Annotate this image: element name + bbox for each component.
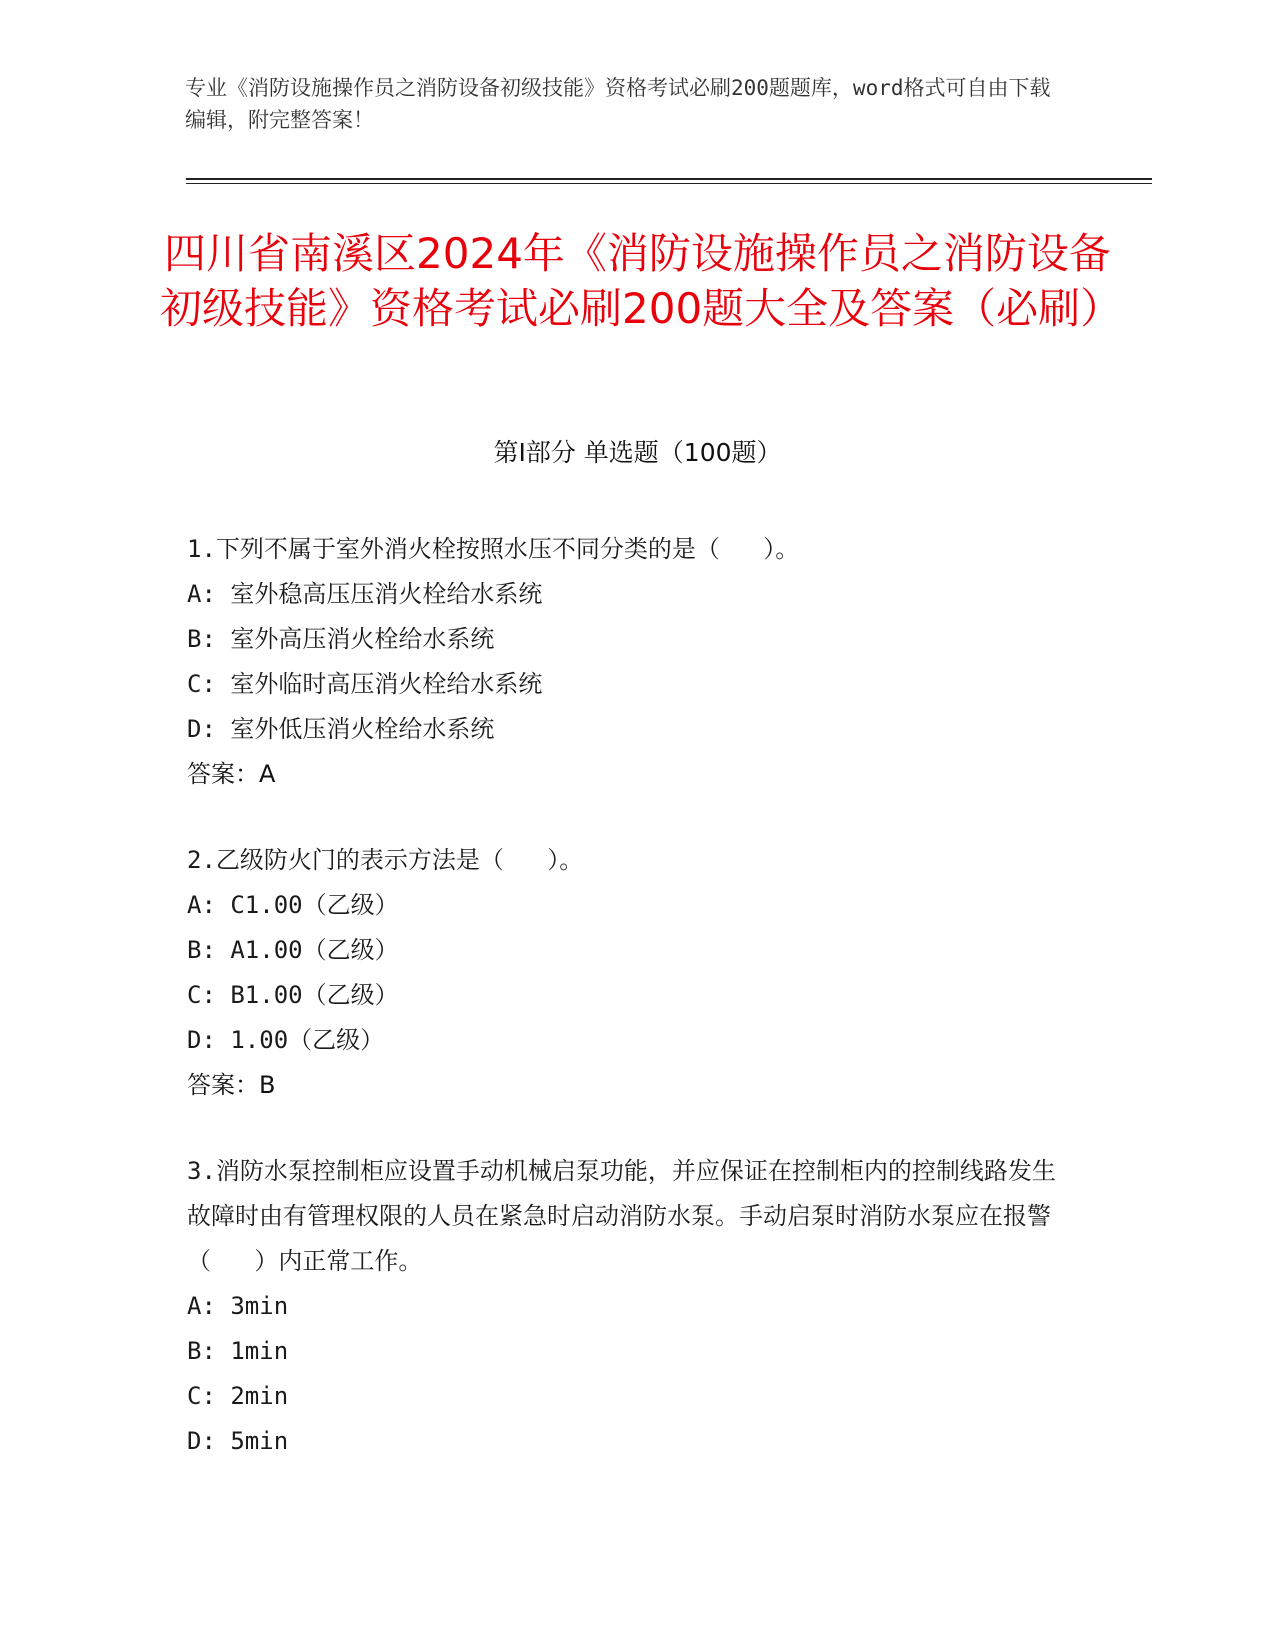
- option-d: D: 室外低压消火栓给水系统: [187, 715, 495, 743]
- option-c: C: 室外临时高压消火栓给水系统: [187, 670, 543, 698]
- option-b: B: A1.00（乙级）: [187, 936, 399, 964]
- document-title: 四川省南溪区2024年《消防设施操作员之消防设备初级技能》资格考试必刷200题大全及答案（必刷）: [160, 229, 1123, 333]
- answer: 答案：B: [187, 1071, 276, 1099]
- header-divider-thin: [186, 183, 1152, 184]
- question-stem: 2.乙级防火门的表示方法是（ ）。: [187, 846, 584, 874]
- question-stem: 3.消防水泵控制柜应设置手动机械启泵功能，并应保证在控制柜内的控制线路发生故障时由有管理权限的人员在紧急时启动消防水泵。手动启泵时消防水泵应在报警（ ）内正常工作。: [187, 1157, 1056, 1275]
- option-d: D: 1.00（乙级）: [187, 1026, 385, 1054]
- question-1: [187, 527, 1067, 797]
- question-3: [187, 1149, 1067, 1464]
- question-2: [187, 838, 1067, 1108]
- option-c: C: B1.00（乙级）: [187, 981, 399, 1009]
- question-stem: 1.下列不属于室外消火栓按照水压不同分类的是（ ）。: [187, 535, 800, 563]
- answer: 答案：A: [187, 760, 276, 788]
- option-a: A: C1.00（乙级）: [187, 891, 399, 919]
- option-c: C: 2min: [187, 1382, 289, 1410]
- header-note: 专业《消防设施操作员之消防设备初级技能》资格考试必刷200题题库，word格式可自由下载编辑，附完整答案！: [185, 76, 1051, 132]
- option-d: D: 5min: [187, 1427, 289, 1455]
- header-divider-thick: [186, 178, 1152, 180]
- section-title: 第I部分 单选题（100题）: [493, 438, 782, 467]
- option-b: B: 室外高压消火栓给水系统: [187, 625, 495, 653]
- option-a: A: 3min: [187, 1292, 289, 1320]
- option-b: B: 1min: [187, 1337, 289, 1365]
- question-list: [187, 527, 1067, 1505]
- option-a: A: 室外稳高压压消火栓给水系统: [187, 580, 543, 608]
